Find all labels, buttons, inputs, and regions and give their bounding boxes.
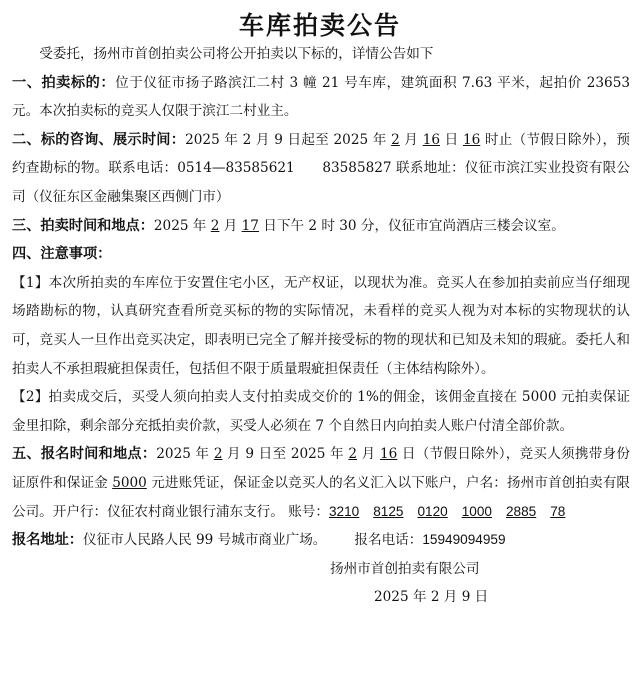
section-2-text: 时止（节假日除外），预约查勘标的物。联系电话：0514—83585621 83585827 联系地址：仪征市滨江实业投资有限公司（仪征东区金融集聚区西侧门市） (12, 131, 630, 205)
registration-address: 仪征市人民路人民 99 号城市商业广场。 (82, 532, 327, 549)
section-5-text: 日（节假日除外），竞买人须携带身份证原件和保证金 (12, 446, 630, 491)
section-3-text: 2025 年 (153, 217, 211, 234)
announcement-body (12, 40, 630, 612)
section-5-text: 月 (357, 446, 380, 463)
section-3-heading: 三、拍卖时间和地点： (12, 217, 154, 234)
account-group: 8125 (373, 503, 404, 519)
section-1-text: 位于仪征市扬子路滨江二村 3 幢 21 号车库，建筑面积 7.63 平米，起拍价 23653 元。本次拍卖标的竞买人仅限于滨江二村业主。 (12, 74, 630, 120)
section-2-text: 月 (399, 131, 423, 148)
deposit-amount: 5000 (112, 474, 147, 491)
notice-item-2: 【2】拍卖成交后，买受人须向拍卖人支付拍卖成交价的 1%的佣金，该佣金直接在 5000 元拍卖保证金里扣除，剩余部分充抵拍卖价款，买受人必须在 7 个自然日内向拍卖人账户付清全部价款。 (12, 389, 630, 434)
intro-paragraph: 受委托，扬州市首创拍卖公司将公开拍卖以下标的，详情公告如下 (39, 46, 434, 62)
section-1 (12, 69, 630, 126)
section-3-text: 日下午 2 时 30 分，仪征市宜尚酒店三楼会议室。 (258, 217, 565, 234)
section-5-text: 元进账凭证，保证金以竞买人的名义汇入以下账户，户名：扬州市首创拍卖有限公司。开户行：仪征农村商业银行浦东支行。 账号： (12, 474, 630, 520)
footer-organization: 扬州市首创拍卖有限公司 (330, 560, 480, 577)
section-3-text: 月 (219, 217, 242, 234)
registration-phone: 15949094959 (422, 532, 506, 548)
section-4 (12, 240, 630, 269)
section-2-heading: 二、标的咨询、展示时间： (12, 131, 186, 148)
account-group: 78 (550, 503, 566, 519)
registration-line (12, 526, 630, 555)
section-3-month: 2 (210, 217, 220, 234)
section-2-day: 16 (422, 131, 441, 148)
page-title: 车库拍卖公告 (238, 11, 401, 40)
section-5-heading: 五、报名时间和地点： (12, 446, 157, 463)
account-number (329, 504, 565, 519)
notice-item-1: 【1】本次所拍卖的车库位于安置住宅小区，无产权证，以现状为准。竞买人在参加拍卖前应当仔细现场踏勘标的物，认真研究查看所竞买标的物的实际情况，未看样的竞买人视为对本标的实物现状的认可，竞买人一旦作出竞买决定，即表明已完全了解并接受标的物的现状和已知及未知的瑕疵。委托人和拍卖人不承担瑕疵担保责任，包括但不限于质量瑕疵担保责任（主体结构除外）。 (12, 274, 630, 377)
registration-address-label: 报名地址： (12, 532, 83, 549)
footer-date: 2025 年 2 月 9 日 (374, 589, 489, 606)
section-2 (12, 126, 630, 212)
section-5-month-end: 2 (348, 446, 358, 463)
section-3-day: 17 (241, 217, 259, 234)
section-4-heading: 四、注意事项： (12, 246, 112, 263)
section-5 (12, 440, 630, 526)
registration-phone-label: 报名电话： (354, 532, 423, 549)
section-5-day-end: 16 (380, 446, 398, 463)
account-group: 1000 (461, 503, 492, 519)
section-2-text: 日 (440, 131, 463, 148)
account-group: 3210 (328, 503, 360, 519)
account-group: 2885 (505, 503, 537, 519)
section-2-month: 2 (391, 131, 400, 148)
section-1-heading: 一、拍卖标的： (12, 74, 116, 91)
section-2-hour: 16 (462, 131, 481, 148)
section-2-text: 2025 年 2 月 9 日起至 2025 年 (185, 131, 392, 148)
section-5-text: 月 9 日至 2025 年 (222, 446, 349, 463)
section-3 (12, 212, 630, 241)
section-5-month-start: 2 (213, 446, 223, 463)
section-5-text: 2025 年 (156, 446, 214, 463)
account-group: 0120 (417, 503, 448, 519)
